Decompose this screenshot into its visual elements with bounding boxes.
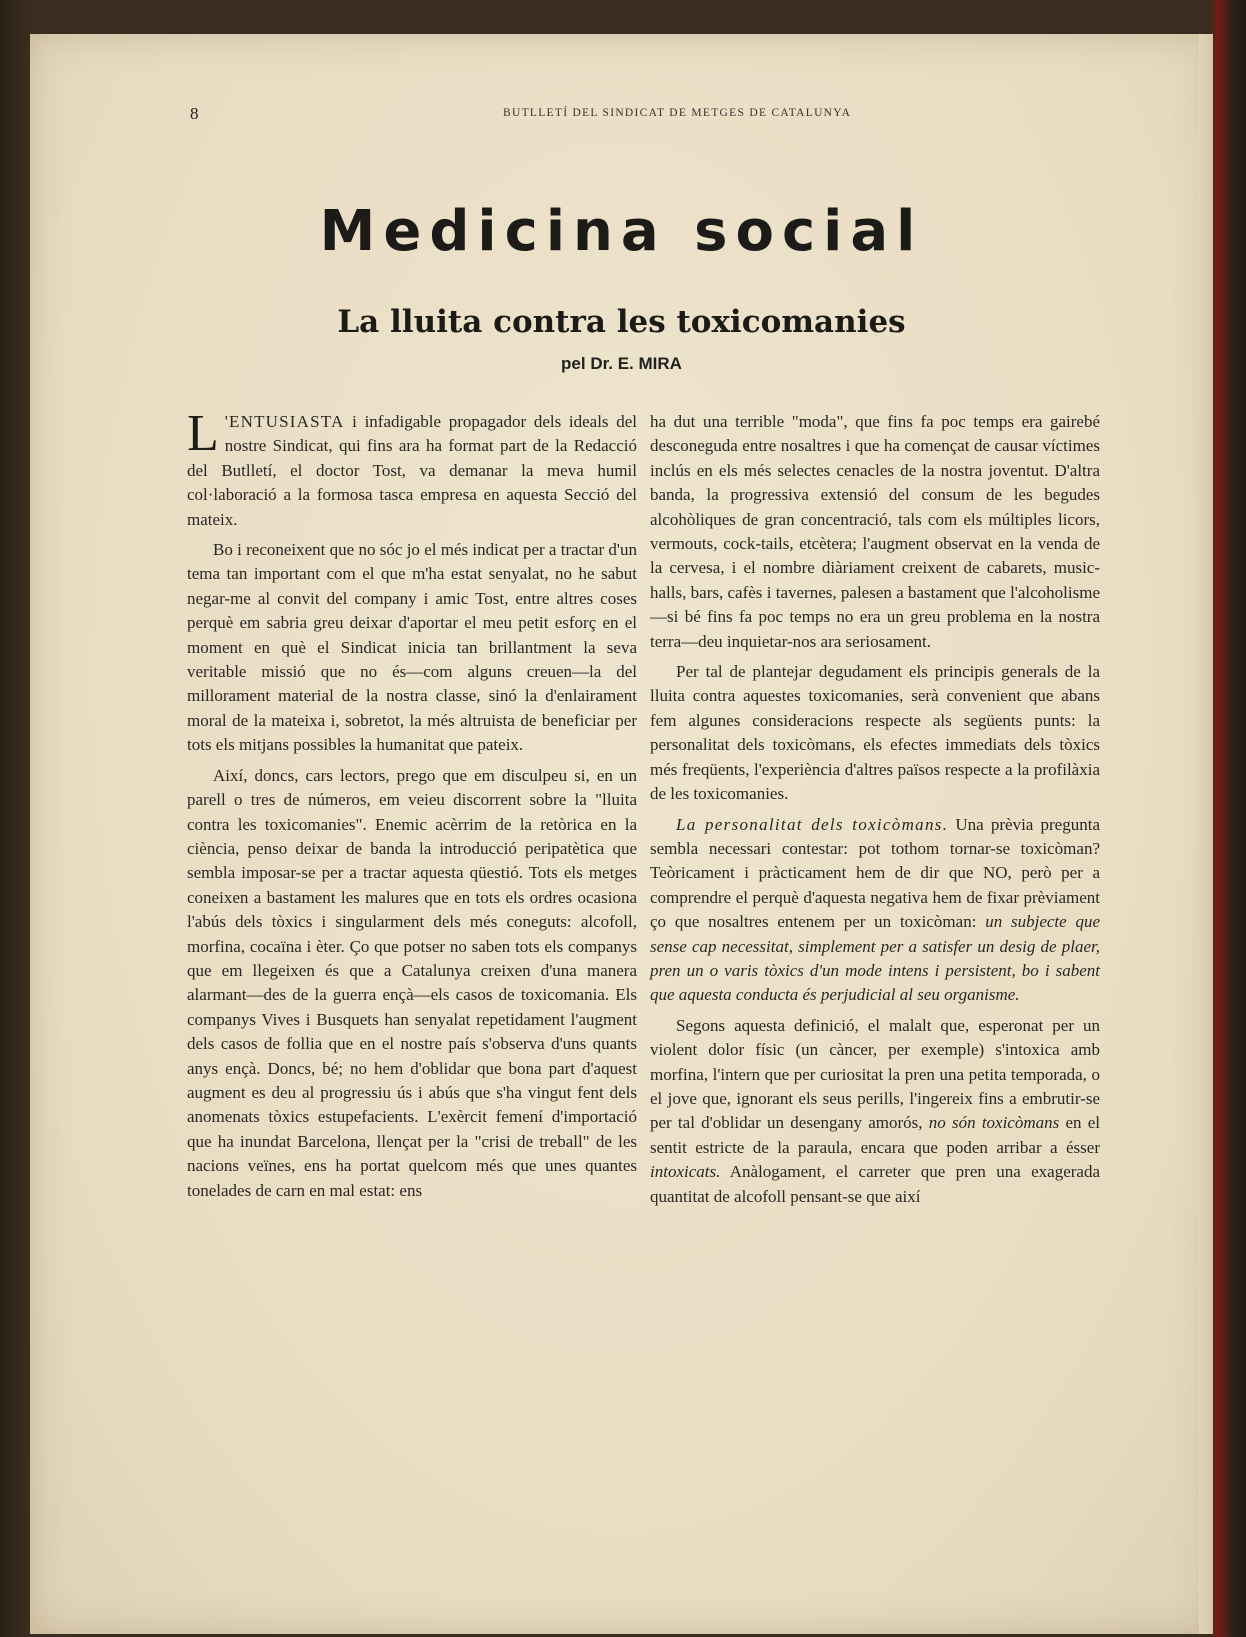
paragraph — [187, 405, 637, 532]
article-title: La lluita contra les toxicomanies — [337, 304, 906, 340]
paragraph — [650, 813, 1100, 1008]
paragraph: Per tal de plantejar degudament els principis generals de la lluita contra aquestes toxicomanies, serà convenient que abans fem algunes consideracions respecte als següents punts: la personalitat dels toxicòmans, els efectes immediats dels tòxics més freqüents, l'experiència d'altres països respecte a la profilàxia de les toxicomanies. — [650, 662, 1100, 804]
page-number: 8 — [190, 104, 199, 123]
paragraph-text: Una prèvia pregunta sembla necessari contestar: pot tothom tornar-se toxicòman? Teòricament i pràcticament hem de dir que NO, però per a comprendre el perquè d'aquesta negativa hem de fixar prèviament ço que nosaltres entenem per un toxicòman: — [650, 814, 1100, 932]
page — [30, 34, 1213, 1634]
running-header — [190, 104, 950, 124]
paragraph: Bo i reconeixent que no sóc jo el més indicat per a tractar d'un tema tan important com el que m'ha estat senyalat, no he sabut negar-me al convit del company i amic Tost, entre altres coses perquè em sabria greu deixar d'aportar el meu petit esforç en el moment en què el Sindicat inicia tan brillantment la seva veritable missió que no és—com alguns creuen—la del millorament material de la nostra classe, sinó la d'enlairament moral de la mateixa i, sobretot, la més altruista de beneficiar per tots els mitjans possibles la humanitat que pateix. — [187, 540, 637, 755]
paragraph: ha dut una terrible "moda", que fins fa poc temps era gairebé desconeguda entre nosaltres i que ha començat de causar víctimes inclús en els més selectes cenacles de la nostra joventut. D'altra banda, la progressiva extensió del consum de les begudes alcohòliques de gran concentració, tals com els múltiples licors, vermouts, cock-tails, etcètera; l'augment observat en la venda de la cervesa, i el nombre diàriament creixent de cabarets, music-halls, bars, cafès i tavernes, palesen a bastament que l'alcoholisme—si bé fins fa poc temps no era un greu problema en la nostra terra—deu inquietar-nos ara seriosament. — [650, 412, 1100, 651]
definition: un subjecte que sense cap necessitat, simplement per a satisfer un desig de plaer, pren un o varis tòxics d'un mode intens i persistent, bo i sabent que aquesta conducta és perjudicial al seu organisme. — [650, 912, 1100, 1005]
byline: pel Dr. E. MIRA — [561, 354, 682, 373]
page-edge — [1199, 34, 1213, 1634]
drop-cap: L — [187, 405, 219, 462]
paragraph — [650, 1014, 1100, 1209]
emphasis: no són toxicòmans — [928, 1113, 1060, 1133]
left-column — [187, 405, 637, 1203]
paragraph-text: i infadigable propagador dels ideals del nostre Sindicat, qui fins ara ha format part de la Redacció del Butlletí, el doctor Tost, va demanar la meva humil col·laboració a la formosa tasca empresa en aquesta Secció del mateix. — [187, 412, 637, 529]
subsection-heading: La personalitat dels toxicòmans. — [676, 814, 949, 834]
paragraph-text: Segons aquesta definició, el malalt que, esperonat per un violent dolor físic (un càncer, per exemple) s'intoxica amb morfina, l'intern que per curiositat la pren una petita temporada, o el jove que, ignorant els seus perills, l'ingereix fins a embrutir-se per tal d'oblidar un desengany amorós, — [650, 1015, 1100, 1133]
paragraph-text: Anàlogament, el carreter que pren una exagerada quantitat de alcofoll pensant-se que així — [650, 1162, 1100, 1206]
emphasis: intoxicats. — [650, 1162, 721, 1182]
right-column — [650, 410, 1100, 1209]
running-title: BUTLLETÍ DEL SINDICAT DE METGES DE CATALUNYA — [503, 107, 852, 119]
section-title: Medicina social — [319, 199, 924, 264]
paragraph: Així, doncs, cars lectors, prego que em disculpeu si, en un parell o tres de números, em veieu discorrent sobre la "lluita contra les toxicomanies". Enemic acèrrim de la retòrica en la ciència, penso deixar de banda la introducció peripatètica que sembla imposar-se per a tractar aquesta qüestió. Tots els metges coneixen a bastament les malures que en tots els ordres ocasiona l'abús dels tòxics i singularment dels més coneguts: alcofoll, morfina, cocaïna i èter. Ço que potser no saben tots els companys que em llegeixen és que a Catalunya creixen d'una manera alarmant—des de la guerra ençà—els casos de toxicomania. Els companys Vives i Busquets han senyalat repetidament l'augment dels casos de follia que en el nostre país s'observa d'uns quants anys ençà. Doncs, bé; no hem d'oblidar que bona part d'aquest augment es deu al progressiu ús i abús que s'ha vingut fent dels anomenats tòxics estupefacients. L'exèrcit femení d'importació que ha inundat Barcelona, llençat per la "crisi de treball" de les nacions veïnes, ens ha portat quelcom més que unes quantes tonelades de carn en mal estat: ens — [187, 765, 637, 1200]
paragraph-text: en el sentit estricte de la paraula, encara que poden arribar a ésser — [650, 1113, 1100, 1157]
lead-in: 'ENTUSIASTA — [224, 412, 345, 431]
